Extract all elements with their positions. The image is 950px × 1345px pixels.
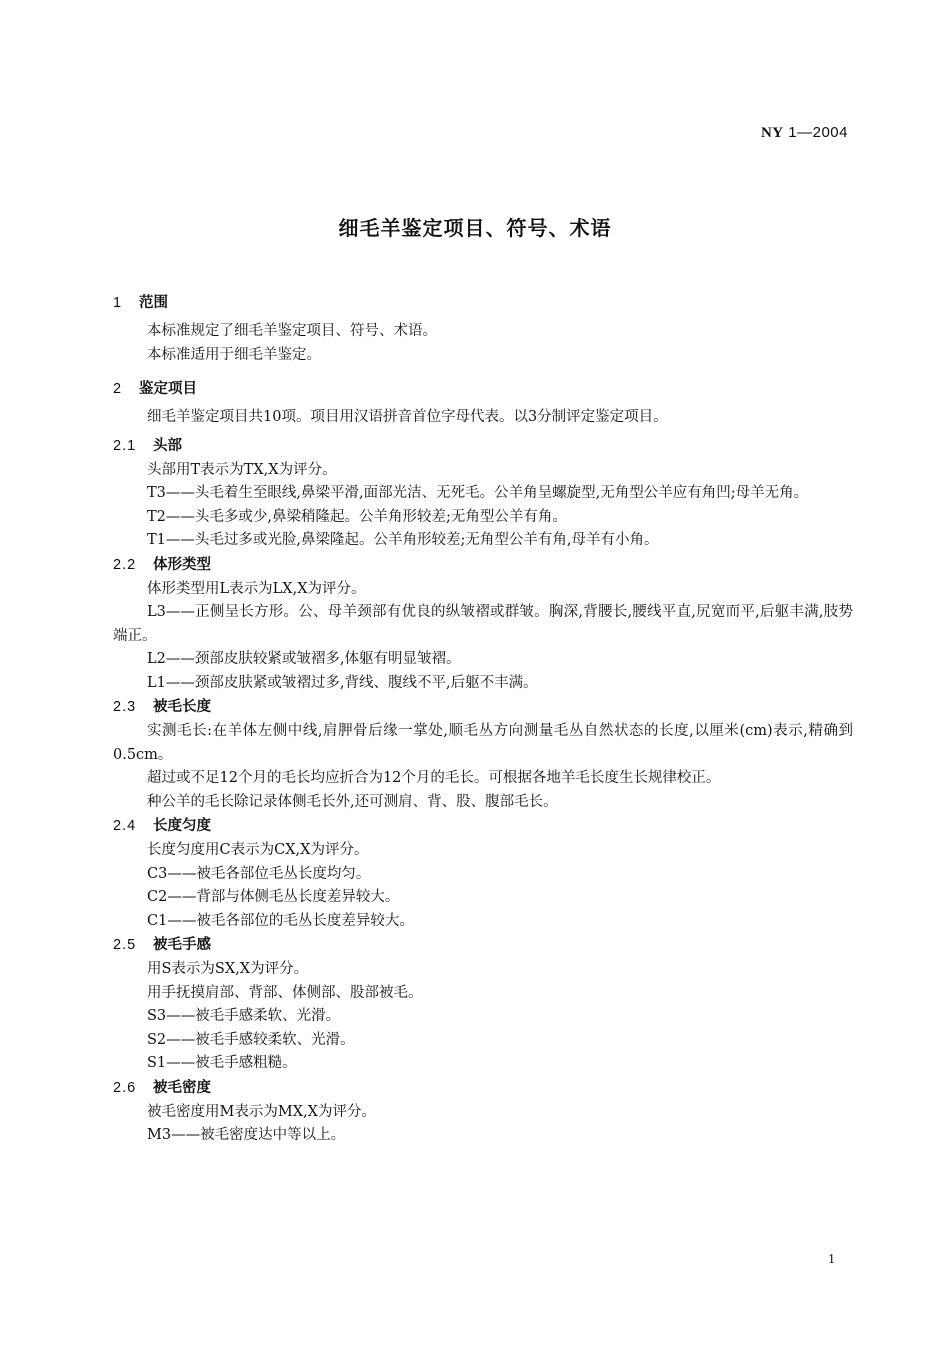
paragraph: S3——被毛手感柔软、光滑。 xyxy=(147,1008,341,1024)
subsection-heading-2-5 xyxy=(113,933,853,958)
paragraph: T1——头毛过多或光脸,鼻梁隆起。公羊角形较差;无角型公羊有角,母羊有小角。 xyxy=(147,532,659,548)
subsection-number: 2.4 xyxy=(113,818,137,834)
section-number: 2 xyxy=(113,381,122,397)
paragraph: 超过或不足12个月的毛长均应折合为12个月的毛长。可根据各地羊毛长度生长规律校正。 xyxy=(147,770,721,786)
paragraph: 细毛羊鉴定项目共10项。项目用汉语拼音首位字母代表。以3分制评定鉴定项目。 xyxy=(147,409,668,425)
subsection-title: 体形类型 xyxy=(153,556,211,573)
subsection-heading-2-2 xyxy=(113,553,853,578)
paragraph: 种公羊的毛长除记录体侧毛长外,还可测肩、背、股、腹部毛长。 xyxy=(147,793,558,810)
paragraph: M3——被毛密度达中等以上。 xyxy=(147,1127,346,1143)
paragraph: 体形类型用L表示为LX,X为评分。 xyxy=(147,580,366,597)
subsection-number: 2.5 xyxy=(113,937,137,953)
subsection-heading-2-4 xyxy=(113,814,853,839)
paragraph: 用手抚摸肩部、背部、体侧部、股部被毛。 xyxy=(147,984,423,1001)
section-title: 鉴定项目 xyxy=(139,381,197,397)
paragraph: 头部用T表示为TX,X为评分。 xyxy=(147,461,337,478)
standard-code-number: 1—2004 xyxy=(788,124,848,141)
page-number: 1 xyxy=(828,1252,835,1267)
paragraph: 用S表示为SX,X为评分。 xyxy=(147,961,309,977)
paragraph: C1——被毛各部位的毛丛长度差异较大。 xyxy=(147,912,414,929)
document-title: 细毛羊鉴定项目、符号、术语 xyxy=(338,216,612,240)
subsection-number: 2.2 xyxy=(113,556,137,573)
paragraph: 本标准适用于细毛羊鉴定。 xyxy=(147,346,321,363)
subsection-heading-2-3 xyxy=(113,695,853,720)
standard-code xyxy=(761,124,848,142)
subsection-title: 被毛密度 xyxy=(153,1079,211,1096)
subsection-title: 被毛手感 xyxy=(153,937,211,953)
subsection-heading-2-1 xyxy=(113,434,853,459)
subsection-heading-2-6 xyxy=(113,1076,853,1101)
section-heading-2 xyxy=(113,377,853,402)
paragraph: L3——正侧呈长方形。公、母羊颈部有优良的纵皱褶或群皱。胸深,背腰长,腰线平直,尻宽而平,后躯丰满,肢势端正。 xyxy=(113,604,853,644)
standard-code-prefix: NY xyxy=(760,125,784,141)
subsection-number: 2.6 xyxy=(113,1079,137,1096)
paragraph: L2——颈部皮肤较紧或皱褶多,体躯有明显皱褶。 xyxy=(147,651,461,667)
paragraph: 实测毛长:在羊体左侧中线,肩胛骨后缘一掌处,顺毛丛方向测量毛丛自然状态的长度,以厘米(cm)表示,精确到0.5cm。 xyxy=(113,723,853,763)
section-number: 1 xyxy=(113,295,122,311)
paragraph: S1——被毛手感粗糙。 xyxy=(147,1055,297,1071)
document-body xyxy=(113,291,853,1148)
paragraph: L1——颈部皮肤紧或皱褶过多,背线、腹线不平,后躯不丰满。 xyxy=(147,674,538,691)
paragraph: T2——头毛多或少,鼻梁稍隆起。公羊角形较差;无角型公羊有角。 xyxy=(147,508,567,525)
paragraph: 本标准规定了细毛羊鉴定项目、符号、术语。 xyxy=(147,323,437,339)
subsection-title: 头部 xyxy=(153,437,182,454)
paragraph: 长度匀度用C表示为CX,X为评分。 xyxy=(147,842,369,858)
subsection-title: 被毛长度 xyxy=(153,699,211,715)
paragraph: C2——背部与体侧毛丛长度差异较大。 xyxy=(147,889,400,905)
paragraph: T3——头毛着生至眼线,鼻梁平滑,面部光洁、无死毛。公羊角呈螺旋型,无角型公羊应有角凹;母羊无角。 xyxy=(147,485,809,501)
section-title: 范围 xyxy=(139,295,168,311)
paragraph: S2——被毛手感较柔软、光滑。 xyxy=(147,1031,355,1048)
paragraph: C3——被毛各部位毛丛长度均匀。 xyxy=(147,865,371,882)
paragraph: 被毛密度用M表示为MX,X为评分。 xyxy=(147,1103,376,1120)
subsection-title: 长度匀度 xyxy=(153,818,211,834)
subsection-number: 2.1 xyxy=(113,437,137,454)
subsection-number: 2.3 xyxy=(113,699,137,715)
section-heading-1 xyxy=(113,291,853,316)
